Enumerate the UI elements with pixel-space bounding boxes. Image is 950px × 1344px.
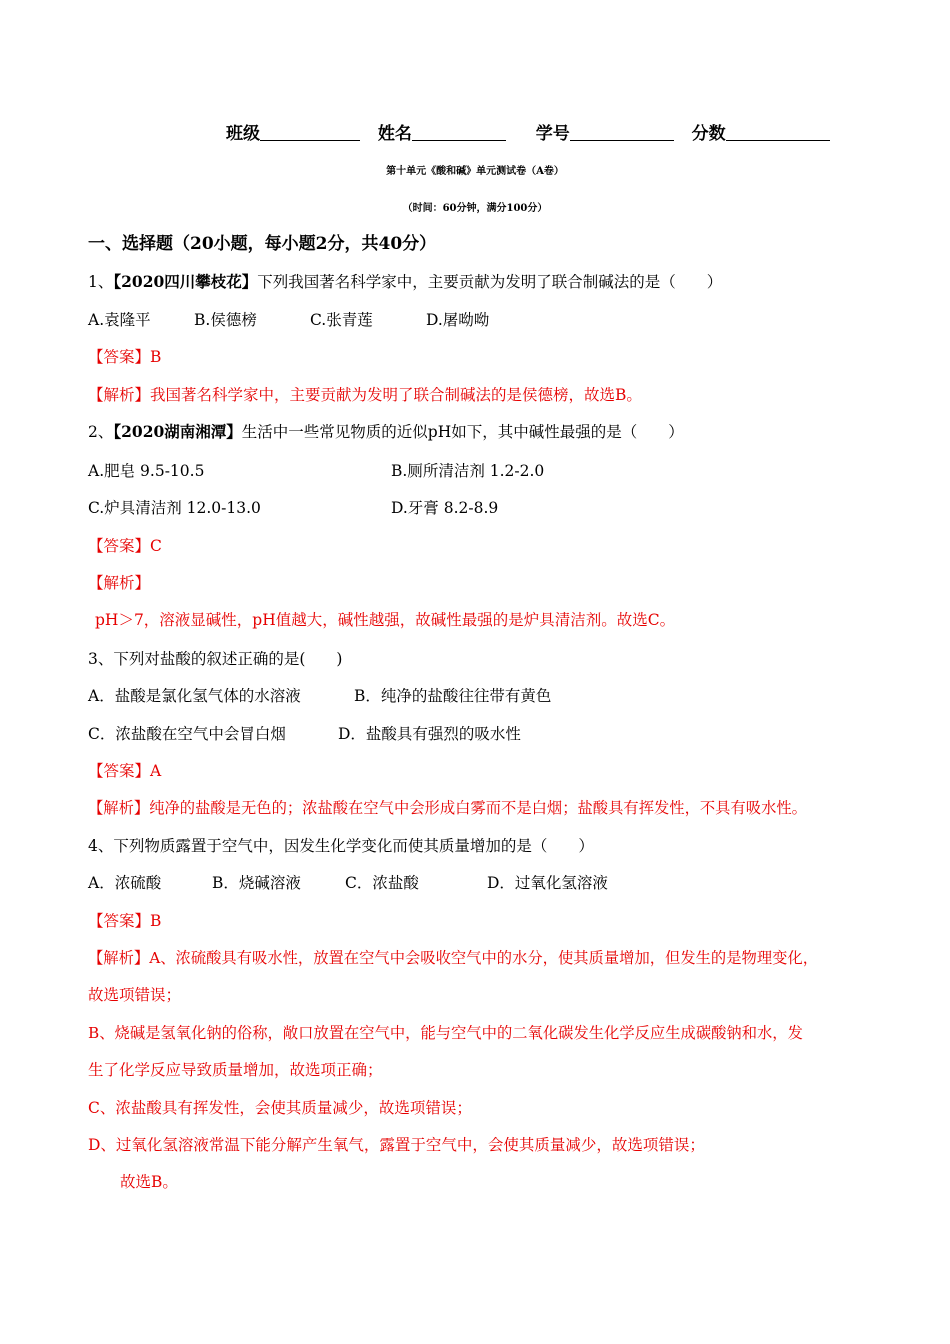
question-3: 3、下列对盐酸的叙述正确的是( )	[88, 650, 343, 668]
q4-analysis-line: 故选B。	[120, 1173, 178, 1191]
q2-answer: 【答案】C	[88, 537, 162, 555]
q2-option-a: A.肥皂 9.5-10.5	[88, 462, 205, 480]
question-stem: 下列我国著名科学家中，主要贡献为发明了联合制碱法的是（ ）	[257, 273, 723, 291]
score-label: 分数	[691, 124, 726, 144]
exam-title: 第十单元《酸和碱》单元测试卷（A卷）	[386, 166, 564, 177]
q3-option-b: B．纯净的盐酸往往带有黄色	[354, 687, 552, 705]
q4-option-b: B．烧碱溶液	[212, 874, 301, 892]
q3-option-d: D．盐酸具有强烈的吸水性	[338, 725, 521, 743]
question-1	[88, 271, 722, 293]
student-id-blank[interactable]	[570, 124, 674, 141]
question-4: 4、下列物质露置于空气中，因发生化学变化而使其质量增加的是（ ）	[88, 837, 594, 855]
question-2	[88, 421, 684, 443]
q4-analysis-line: D、过氧化氢溶液常温下能分解产生氧气，露置于空气中，会使其质量减少，故选项错误；	[88, 1136, 705, 1154]
q4-analysis-line: 【解析】A、浓硫酸具有吸水性，放置在空气中会吸收空气中的水分，使其质量增加，但发生的是物理变化，	[88, 949, 819, 967]
name-label: 姓名	[377, 124, 412, 144]
score-blank[interactable]	[726, 124, 830, 141]
q2-option-c: C.炉具清洁剂 12.0-13.0	[88, 499, 261, 517]
q1-analysis: 【解析】我国著名科学家中，主要贡献为发明了联合制碱法的是侯德榜，故选B。	[88, 386, 642, 404]
question-stem: 生活中一些常见物质的近似pH如下，其中碱性最强的是（ ）	[241, 423, 684, 441]
q1-option-d: D.屠呦呦	[426, 311, 490, 329]
question-source: 【2020四川攀枝花】	[113, 272, 258, 291]
q1-option-b: B.侯德榜	[194, 311, 257, 329]
q4-option-c: C．浓盐酸	[345, 874, 419, 892]
q3-option-a: A．盐酸是氯化氢气体的水溶液	[88, 687, 301, 705]
q1-option-a: A.袁隆平	[88, 311, 151, 329]
section-heading: 一、选择题（20小题，每小题2分，共40分）	[88, 234, 437, 254]
q4-analysis-line: 生了化学反应导致质量增加，故选项正确；	[88, 1061, 383, 1079]
q2-option-d: D.牙膏 8.2-8.9	[391, 499, 499, 517]
q4-analysis-line: B、烧碱是氢氧化钠的俗称，敞口放置在空气中，能与空气中的二氧化碳发生化学反应生成碳酸钠和水，发	[88, 1024, 803, 1042]
student-info-row	[226, 123, 830, 145]
name-blank[interactable]	[412, 124, 506, 141]
q4-analysis-line: C、浓盐酸具有挥发性，会使其质量减少，故选项错误；	[88, 1099, 472, 1117]
question-source: 【2020湖南湘潭】	[113, 422, 242, 441]
q2-analysis: pH＞7，溶液显碱性，pH值越大，碱性越强，故碱性最强的是炉具清洁剂。故选C。	[95, 611, 676, 629]
class-label: 班级	[226, 124, 260, 144]
q4-answer: 【答案】B	[88, 912, 162, 930]
q3-analysis: 【解析】纯净的盐酸是无色的；浓盐酸在空气中会形成白雾而不是白烟；盐酸具有挥发性，不具有吸水性。	[88, 799, 807, 817]
q1-answer: 【答案】B	[88, 348, 162, 366]
q4-option-d: D．过氧化氢溶液	[487, 874, 608, 892]
class-blank[interactable]	[260, 124, 360, 141]
exam-subtitle: （时间：60分钟，满分100分）	[402, 203, 548, 214]
q2-option-b: B.厕所清洁剂 1.2-2.0	[391, 462, 545, 480]
q4-analysis-line: 故选项错误；	[88, 986, 182, 1004]
q4-option-a: A．浓硫酸	[88, 874, 162, 892]
q2-analysis-label: 【解析】	[88, 574, 151, 592]
question-number: 2、	[88, 423, 114, 441]
q3-answer: 【答案】A	[88, 762, 162, 780]
q1-option-c: C.张青莲	[310, 311, 373, 329]
student-id-label: 学号	[535, 124, 570, 144]
question-number: 1、	[88, 273, 114, 291]
q3-option-c: C．浓盐酸在空气中会冒白烟	[88, 725, 286, 743]
